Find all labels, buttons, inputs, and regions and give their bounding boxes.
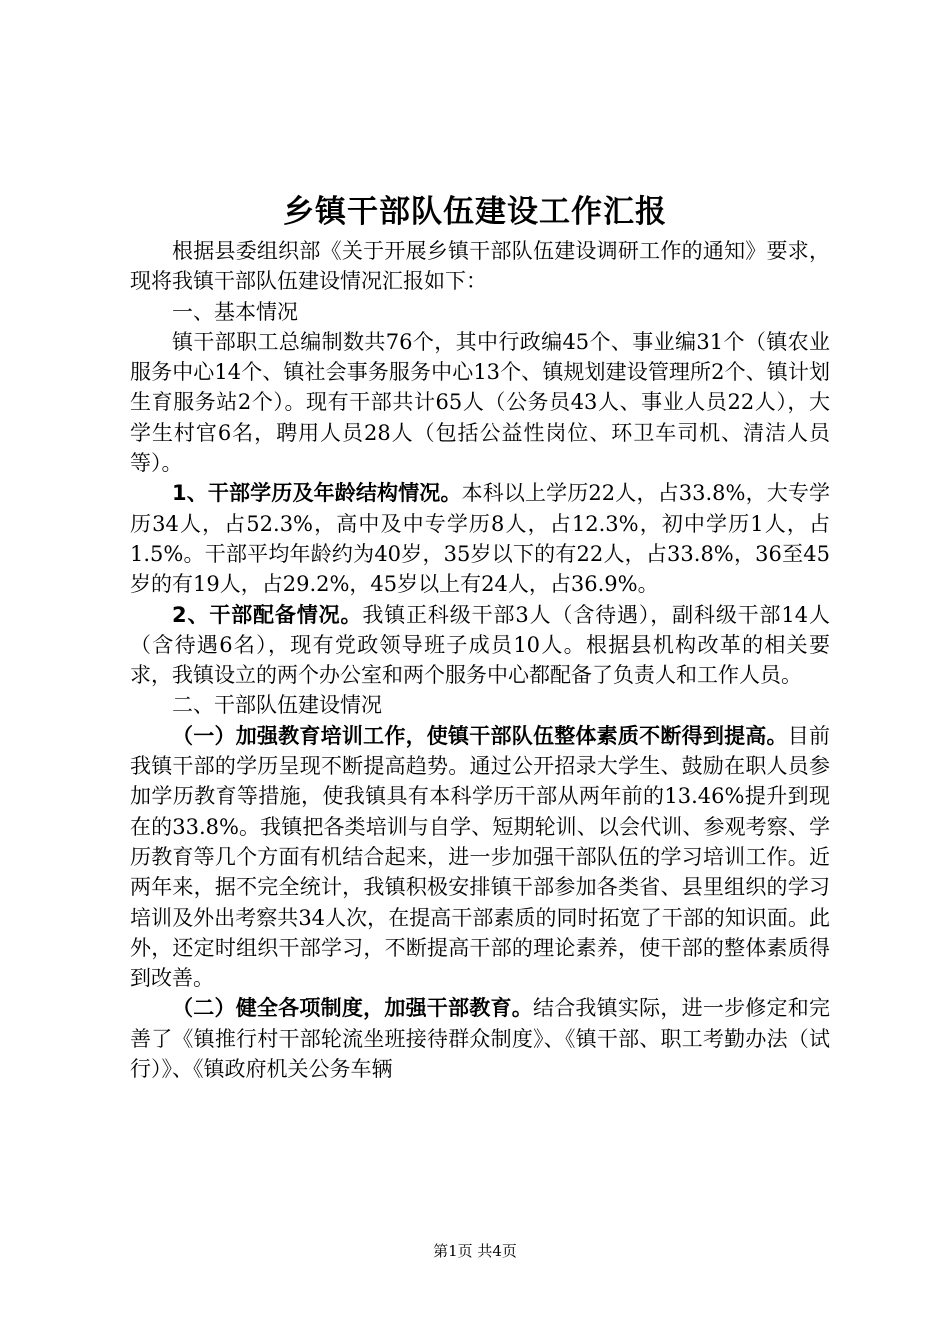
training-paragraph [130,721,830,994]
document-title: 乡镇干部队伍建设工作汇报 [283,194,667,230]
staffing-text: 我镇正科级干部3人（含待遇），副科级干部14人（含待遇6名），现有党政领导班子成员10人。根据县机构改革的相关要求，我镇设立的两个办公室和两个服务中心都配备了负责人和工作人员。 [130,602,830,688]
education-age-text: 本科以上学历22人，占33.8%，大专学历34人，占52.3%，高中及中专学历8人，占12.3%，初中学历1人，占1.5%。干部平均年龄约为40岁，35岁以下的有22人，占33.8%，36至45岁的有19人，占29.2%，45岁以上有24人，占36.9%。 [130,481,830,597]
education-age-lead: 1、干部学历及年龄结构情况。 [172,481,462,506]
document-body [130,236,830,1084]
page-footer: 第1页 共4页 [433,1242,517,1260]
staffing-paragraph [130,600,830,691]
system-text: 结合我镇实际，进一步修定和完善了《镇推行村干部轮流坐班接待群众制度》、《镇干部、职工考勤办法（试行）》、《镇政府机关公务车辆 [130,996,831,1082]
section-heading-basic: 一、基本情况 [172,299,298,324]
section-heading-construction: 二、干部队伍建设情况 [172,693,382,718]
system-lead: （二）健全各项制度，加强干部教育。 [172,996,533,1021]
intro-paragraph: 根据县委组织部《关于开展乡镇干部队伍建设调研工作的通知》要求，现将我镇干部队伍建设情况汇报如下： [130,239,830,294]
staffing-lead: 2、干部配备情况。 [172,602,363,627]
education-age-paragraph [130,478,830,599]
training-text: 目前我镇干部的学历呈现不断提高趋势。通过公开招录大学生、鼓励在职人员参加学历教育等措施，使我镇具有本科学历干部从两年前的13.46%提升到现在的33.8%。我镇把各类培训与自学、短期轮训、以会代训、参观考察、学历教育等几个方面有机结合起来，进一步加强干部队伍的学习培训工作。近两年来，据不完全统计，我镇积极安排镇干部参加各类省、县里组织的学习培训及外出考察共34人次，在提高干部素质的同时拓宽了干部的知识面。此外，还定时组织干部学习，不断提高干部的理论素养，使干部的整体素质得到改善。 [130,723,830,991]
training-lead: （一）加强教育培训工作，使镇干部队伍整体素质不断得到提高。 [172,723,788,748]
basic-info-paragraph: 镇干部职工总编制数共76个，其中行政编45个、事业编31个（镇农业服务中心14个、镇社会事务服务中心13个、镇规划建设管理所2个、镇计划生育服务站2个）。现有干部共计65人（公务员43人、事业人员22人），大学生村官6名，聘用人员28人（包括公益性岗位、环卫车司机、清洁人员等）。 [130,329,830,476]
system-paragraph [130,993,830,1084]
